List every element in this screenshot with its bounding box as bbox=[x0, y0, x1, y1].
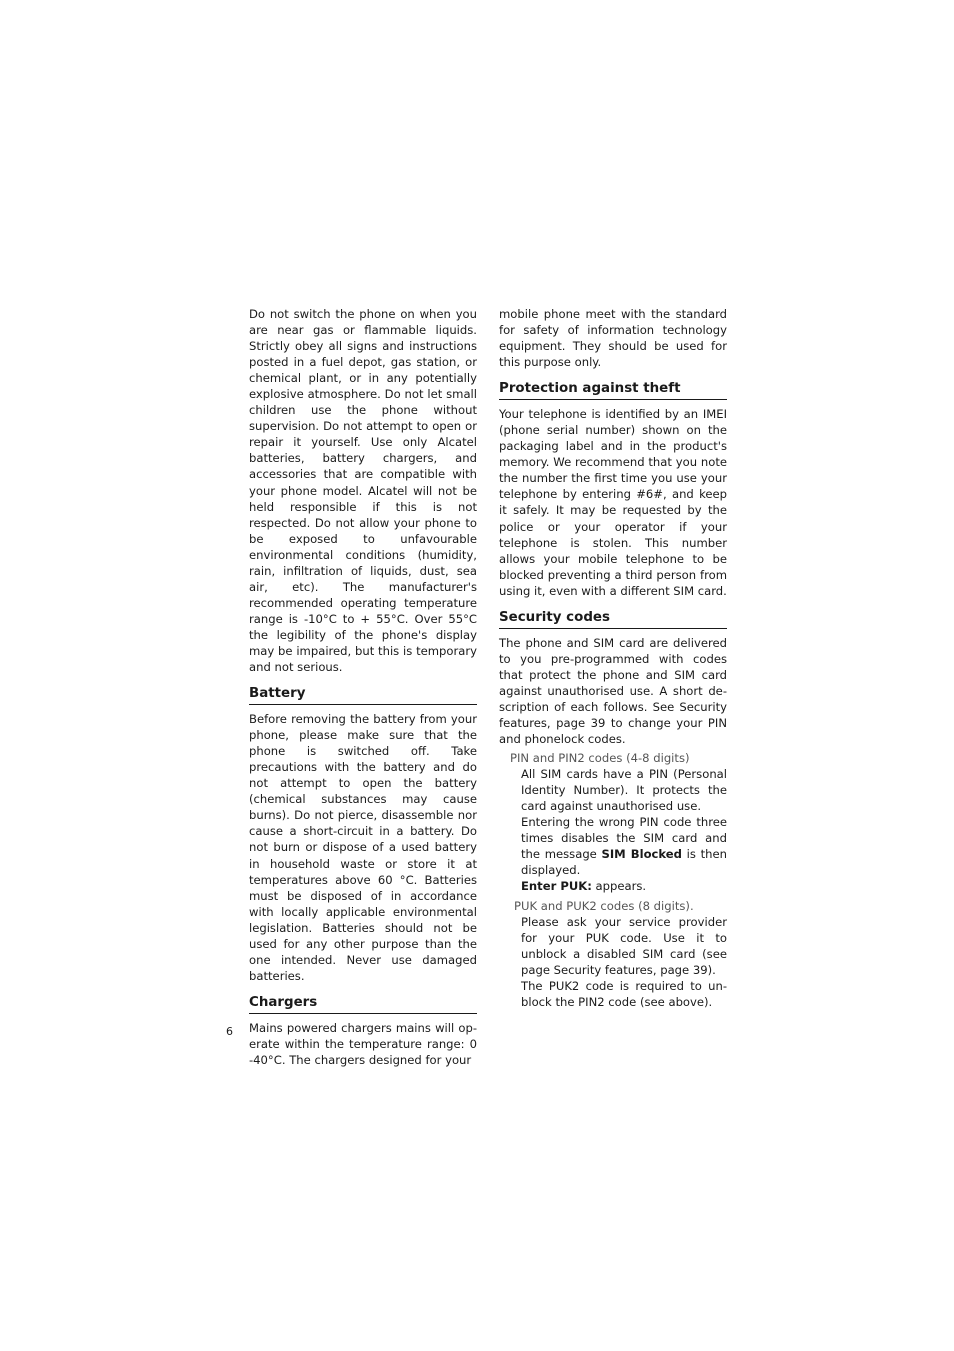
puk-codes-section bbox=[521, 914, 727, 1010]
intro-paragraph: Do not switch the phone on when you are near gas or flammable liquids. Strictly obey all signs and instructions posted in a fuel depot, gas station, or chemical plant, or in any potentially explosive atmosphere. Do not let small children use the phone without supervision. Do not attempt to open or repair it yourself. Use only Alcatel batteries, battery chargers, and accessories that are compatible with your phone model. Alcatel will not be held responsible if this is not respected. Do not allow your phone to be exposed to unfavourable environmental conditions (humidity, rain, infiltration of liquids, dust, sea air, etc). The manufacturer's recommended operating temperature range is -10°C to + 55°C. Over 55°C the legibility of the phone's display may be impaired, but this is temporary and not serious. bbox=[249, 307, 477, 675]
battery-paragraph: Before removing the battery from your phone, please make sure that the phone is switched off. Take precautions with the battery and do not attempt to open the battery (chemical substances may cause burns). Do not pierce, disassemble nor cause a short-circuit in a battery. Do not burn or dispose of a used battery in household waste or store it at temperatures above 60 °C. Batteries must be disposed of in accordance with locally applicable environmental legislation. Batteries should not be used for any other purpose than the one intended. Never use damaged batteries. bbox=[249, 712, 477, 983]
pin-paragraph-3 bbox=[521, 878, 727, 894]
chargers-continued-paragraph: mobile phone meet with the standard for safety of information technology equipment. They should be used for this purpose only. bbox=[499, 307, 727, 370]
page-number: 6 bbox=[226, 1025, 233, 1038]
security-codes-paragraph: The phone and SIM card are delivered to you pre-programmed with codes that protect the phone and SIM card against unauthorised use. A short description of each follows. See Security features, page 39 to change your PIN and phonelock codes. bbox=[499, 635, 727, 747]
sim-blocked-label: SIM Blocked bbox=[601, 847, 682, 862]
battery-heading: Battery bbox=[249, 685, 477, 705]
puk-codes-subheading: PUK and PUK2 codes (8 digits). bbox=[514, 898, 694, 913]
theft-paragraph: Your telephone is identified by an IMEI (phone serial number) shown on the packaging label and in the product's memory. We recommend that you note the number the first time you use your telephone by entering #6#, and keep it safely. It may be requested by the police or your operator if your telephone is stolen. This number allows your mobile telephone to be blocked preventing a third person from using it, even with a different SIM card. bbox=[499, 407, 727, 598]
left-column bbox=[249, 306, 477, 1068]
puk-paragraph-2: The PUK2 code is required to unblock the PIN2 code (see above). bbox=[521, 978, 727, 1009]
pin-paragraph-2-end: is then displayed. bbox=[521, 847, 727, 878]
pin-paragraph-1: All SIM cards have a PIN (Personal Identity Number). It protects the card against unauthorised use. bbox=[521, 767, 727, 814]
pin-codes-subheading: PIN and PIN2 codes (4-8 digits) bbox=[510, 751, 690, 766]
chargers-paragraph: Mains powered chargers mains will operate within the temperature range: 0 -40°C. The chargers designed for your bbox=[249, 1020, 477, 1067]
puk-paragraph-1: Please ask your service provider for your PUK code. Use it to unblock a disabled SIM card (see page Security features, page 39). bbox=[521, 914, 727, 977]
pin-paragraph-2-start: Entering the wrong PIN code three times disables the SIM card and the message bbox=[521, 815, 727, 862]
pin-paragraph-3-end: appears. bbox=[591, 879, 647, 894]
enter-puk-label: Enter PUK: bbox=[521, 879, 592, 894]
chargers-heading: Chargers bbox=[249, 994, 477, 1014]
theft-heading: Protection against theft bbox=[499, 380, 727, 400]
pin-paragraph-2 bbox=[521, 814, 727, 878]
right-column bbox=[499, 306, 727, 1010]
pin-codes-section bbox=[521, 766, 727, 894]
security-codes-heading: Security codes bbox=[499, 609, 727, 629]
